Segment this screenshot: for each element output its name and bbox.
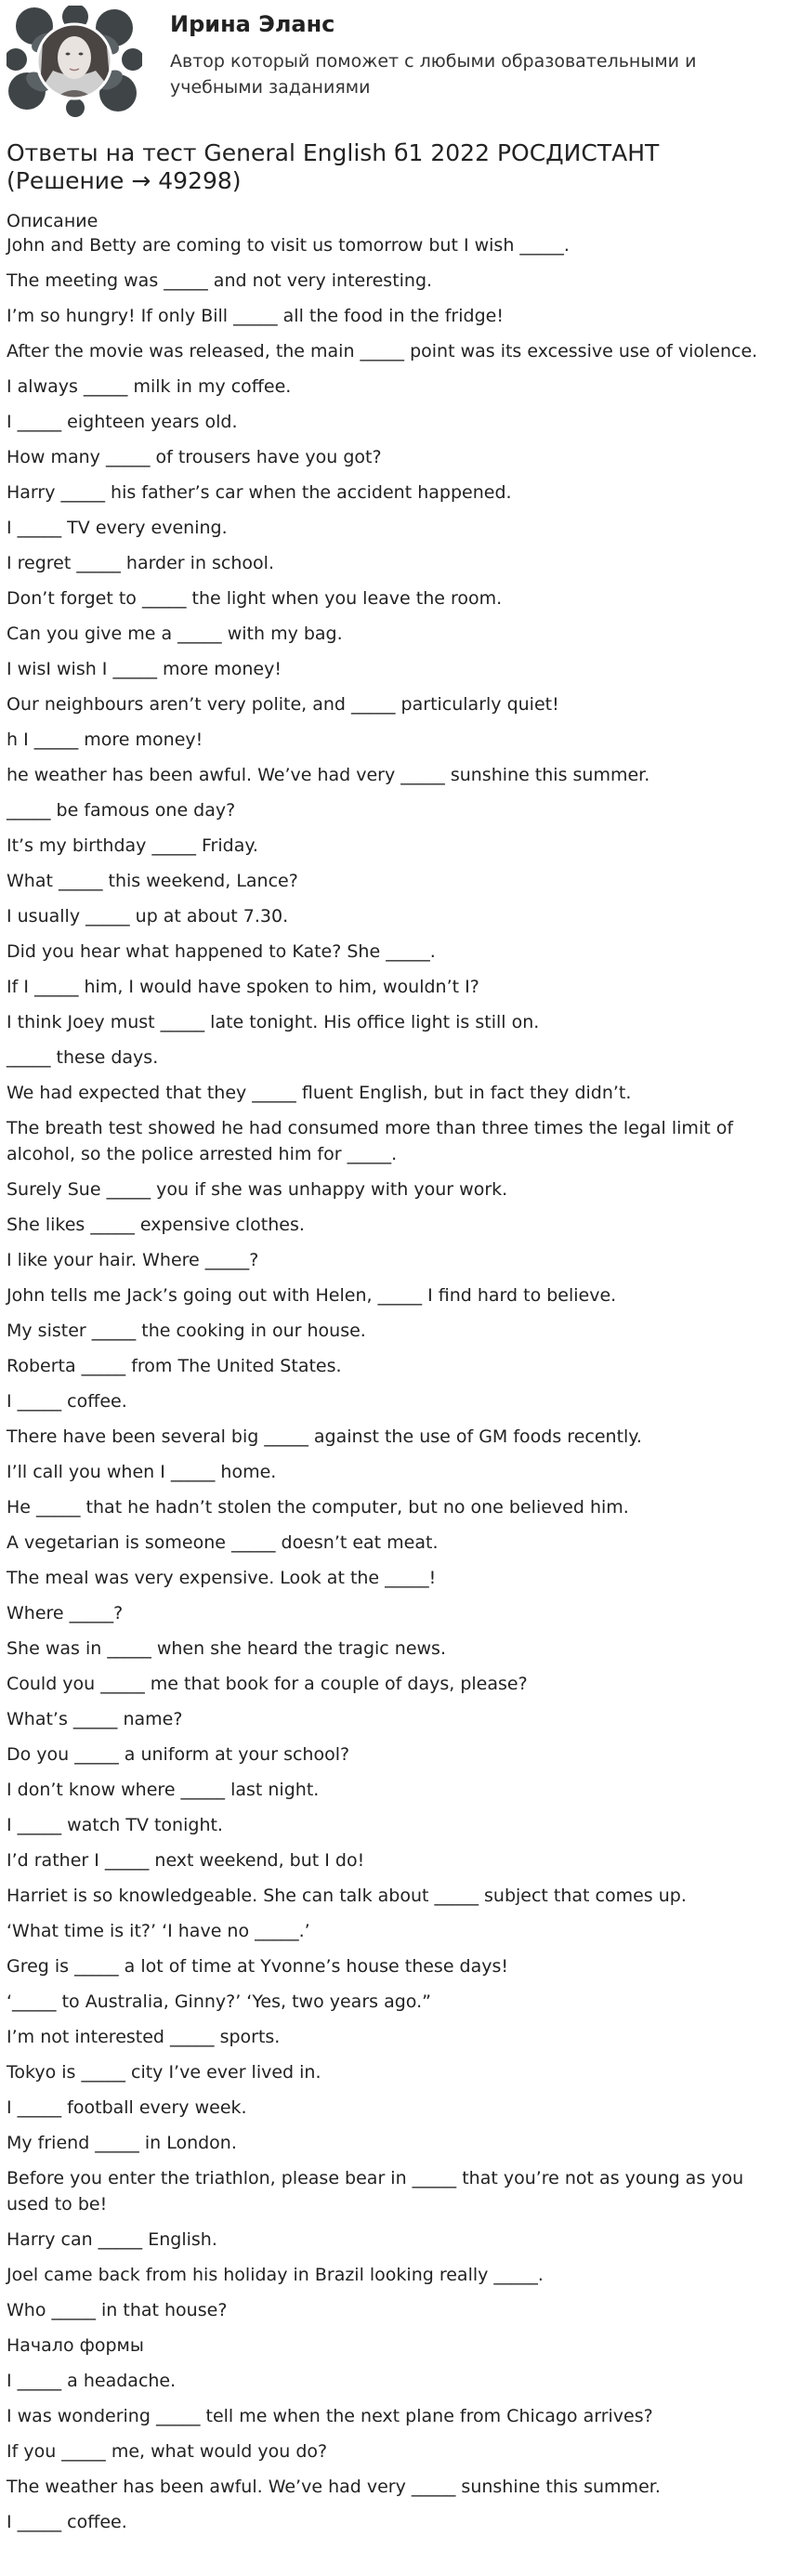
author-name[interactable]: Ирина Эланс [170,11,335,37]
question-item: I think Joey must _____ late tonight. His office light is still on. [7,1012,540,1032]
question-item: She likes _____ expensive clothes. [7,1215,305,1235]
question-item: What’s _____ name? [7,1709,183,1729]
question-item: I always _____ milk in my coffee. [7,376,292,397]
question-item: ‘What time is it?’ ‘I have no _____.’ [7,1921,310,1941]
question-item: Joel came back from his holiday in Brazil looking really _____. [7,2265,544,2285]
question-list [7,232,780,2535]
question-item: My sister _____ the cooking in our house. [7,1321,366,1341]
question-item: I usually _____ up at about 7.30. [7,906,289,927]
question-item: She was in _____ when she heard the tragic news. [7,1638,446,1659]
question-item: Can you give me a _____ with my bag. [7,624,343,644]
question-item: Who _____ in that house? [7,2300,228,2320]
question-item: Harry _____ his father’s car when the accident happened. [7,482,512,503]
question-item: I _____ football every week. [7,2097,247,2118]
question-item: Greg is _____ a lot of time at Yvonne’s house these days! [7,1956,509,1977]
question-item: The breath test showed he had consumed more than three times the legal limit of alcohol, so the police arrested him for _____. [7,1118,734,1164]
question-item: I’m not interested _____ sports. [7,2027,281,2047]
question-item: If I _____ him, I would have spoken to him, wouldn’t I? [7,977,479,997]
question-item: Начало формы [7,2335,144,2356]
question-item: Don’t forget to _____ the light when you leave the room. [7,588,503,609]
question-item: I was wondering _____ tell me when the next plane from Chicago arrives? [7,2406,653,2426]
avatar[interactable] [7,6,142,117]
description-label: Описание [7,211,98,231]
question-item: ‘_____ to Australia, Ginny?’ ‘Yes, two years ago.” [7,1991,431,2012]
question-item: Harry can _____ English. [7,2229,217,2250]
question-item: I _____ eighteen years old. [7,412,238,432]
question-item: I _____ a headache. [7,2371,177,2391]
question-item: h I _____ more money! [7,729,203,750]
question-item: There have been several big _____ against the use of GM foods recently. [7,1426,642,1447]
question-item: He _____ that he hadn’t stolen the computer, but no one believed him. [7,1497,629,1518]
question-item: Harriet is so knowledgeable. She can talk about _____ subject that comes up. [7,1886,687,1906]
author-card [7,0,780,117]
question-item: What _____ this weekend, Lance? [7,871,298,891]
question-item: I _____ watch TV tonight. [7,1815,223,1835]
question-item: _____ these days. [7,1047,159,1068]
question-item: he weather has been awful. We’ve had very _____ sunshine this summer. [7,765,650,785]
question-item: I’ll call you when I _____ home. [7,1462,277,1482]
question-item: I wisI wish I _____ more money! [7,659,282,679]
question-item: I’m so hungry! If only Bill _____ all the food in the fridge! [7,306,504,326]
question-item: I’d rather I _____ next weekend, but I do! [7,1850,365,1871]
question-item: Tokyo is _____ city I’ve ever lived in. [7,2062,321,2083]
question-item: I _____ coffee. [7,1391,127,1412]
question-item: The weather has been awful. We’ve had very _____ sunshine this summer. [7,2477,661,2497]
question-item: Before you enter the triathlon, please bear in _____ that you’re not as young as you used to be! [7,2168,744,2215]
question-item: The meal was very expensive. Look at the _____! [7,1568,437,1588]
question-item: Roberta _____ from The United States. [7,1356,342,1376]
question-item: _____ be famous one day? [7,800,236,821]
question-item: John and Betty are coming to visit us tomorrow but I wish _____. [7,235,570,256]
page-title: Ответы на тест General English б1 2022 РОСДИСТАНТ (Решение → 49298) [7,139,660,194]
author-info [142,6,737,100]
question-item: The meeting was _____ and not very interesting. [7,270,433,291]
avatar-image [7,6,142,117]
question-item: Could you _____ me that book for a couple of days, please? [7,1674,528,1694]
question-item: How many _____ of trousers have you got? [7,447,382,467]
question-item: I don’t know where _____ last night. [7,1780,320,1800]
question-item: My friend _____ in London. [7,2133,237,2153]
question-item: I like your hair. Where _____? [7,1250,259,1270]
question-item: Where _____? [7,1603,124,1623]
question-item: I _____ TV every evening. [7,518,228,538]
question-item: Our neighbours aren’t very polite, and _____ particularly quiet! [7,694,559,715]
question-item: I _____ coffee. [7,2512,127,2532]
question-item: It’s my birthday _____ Friday. [7,835,258,856]
question-item: John tells me Jack’s going out with Helen, _____ I find hard to believe. [7,1285,617,1306]
question-item: I regret _____ harder in school. [7,553,274,573]
author-description: Автор который поможет с любыми образовательными и учебными заданиями [170,51,697,98]
question-item: Surely Sue _____ you if she was unhappy with your work. [7,1179,508,1200]
question-item: Did you hear what happened to Kate? She _____. [7,941,436,962]
question-item: If you _____ me, what would you do? [7,2441,328,2462]
question-item: After the movie was released, the main _____ point was its excessive use of violence. [7,341,758,361]
question-item: We had expected that they _____ fluent English, but in fact they didn’t. [7,1083,632,1103]
question-item: Do you _____ a uniform at your school? [7,1744,350,1765]
question-item: A vegetarian is someone _____ doesn’t eat meat. [7,1532,439,1553]
